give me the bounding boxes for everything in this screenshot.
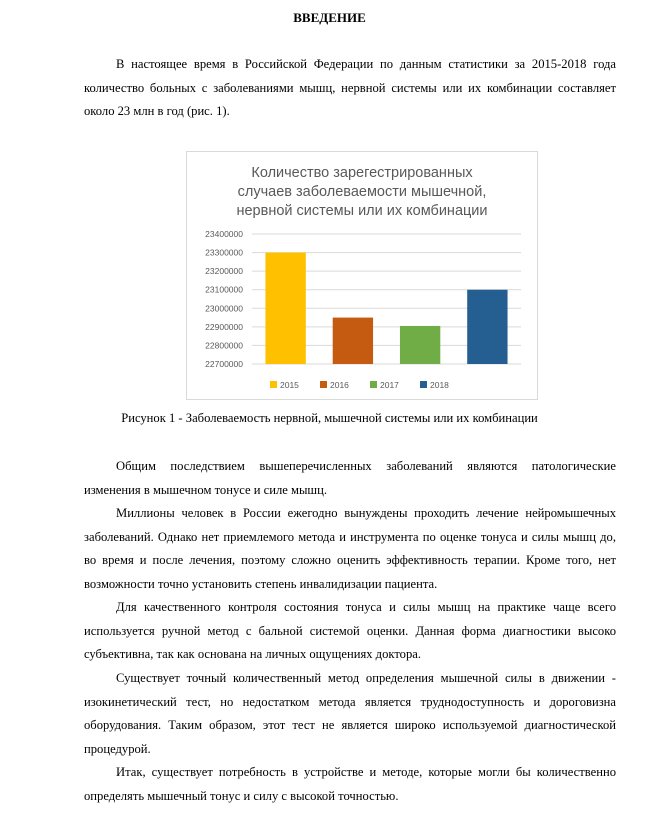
bar-2016 <box>333 318 373 364</box>
y-tick-label: 22900000 <box>205 321 243 332</box>
figure-caption: Рисунок 1 - Заболеваемость нервной, мышечной системы или их комбинации <box>121 411 538 425</box>
paragraph-4: Существует точный количественный метод определения мышечной силы в движении - изокинетический тест, но недостатком метода является труднодоступность и дороговизна оборудования. Таким образом, этот тест не является широко используемой диагностической процедурой. <box>84 671 616 756</box>
paragraph-2: Миллионы человек в России ежегодно вынуждены проходить лечение нейромышечных заболеваний. Однако нет приемлемого метода и инструмента по оценке тонуса и силы мышц до, во время и после лечения, поэтому сложно оценить эффективность терапии. Кроме того, нет возможности точно установить степень инвалидизации пациента. <box>84 506 616 591</box>
legend-label: 2015 <box>280 380 299 390</box>
y-tick-label: 22800000 <box>205 340 243 351</box>
legend-swatch <box>320 381 327 388</box>
page-title: ВВЕДЕНИЕ <box>293 10 366 25</box>
legend-label: 2016 <box>330 380 349 390</box>
bar-2018 <box>467 290 507 364</box>
chart-title-line: случаев заболеваемости мышечной, <box>237 184 487 200</box>
legend-label: 2017 <box>380 380 399 390</box>
y-tick-label: 23000000 <box>205 303 243 314</box>
intro-paragraph: В настоящее время в Российской Федерации по данным статистики за 2015-2018 года количество больных с заболеваниями мышц, нервной системы или их комбинации составляет около 23 млн в год (рис. 1). <box>84 57 616 118</box>
y-tick-label: 22700000 <box>205 359 243 369</box>
chart-title-line: Количество зарегестрированных <box>251 165 473 181</box>
chart-title-line: нервной системы или их комбинации <box>236 203 488 219</box>
legend-swatch <box>420 381 427 388</box>
chart-legend <box>270 380 449 390</box>
legend-swatch <box>370 381 377 388</box>
y-tick-label: 23100000 <box>205 284 243 295</box>
paragraph-1: Общим последствием вышеперечисленных заболеваний являются патологические изменения в мышечном тонусе и силе мышц. <box>84 459 616 497</box>
bar-2015 <box>265 253 305 364</box>
y-tick-label: 23200000 <box>205 266 243 277</box>
y-tick-label: 23300000 <box>205 247 243 258</box>
bar-2017 <box>400 326 440 364</box>
legend-label: 2018 <box>430 380 449 390</box>
paragraph-3: Для качественного контроля состояния тонуса и силы мышц на практике чаще всего используется ручной метод с бальной системой оценки. Данная форма диагностики высоко субъективна, так как основана на личных ощущениях доктора. <box>84 600 616 661</box>
legend-swatch <box>270 381 277 388</box>
y-axis-ticks <box>205 229 243 369</box>
chart-title <box>236 165 487 219</box>
paragraph-5: Итак, существует потребность в устройстве и методе, которые могли бы количественно определять мышечный тонус и силу с высокой точностью. <box>84 765 616 803</box>
bar-chart <box>187 152 537 399</box>
y-tick-label: 23400000 <box>205 229 243 239</box>
figure-chart <box>186 151 538 400</box>
